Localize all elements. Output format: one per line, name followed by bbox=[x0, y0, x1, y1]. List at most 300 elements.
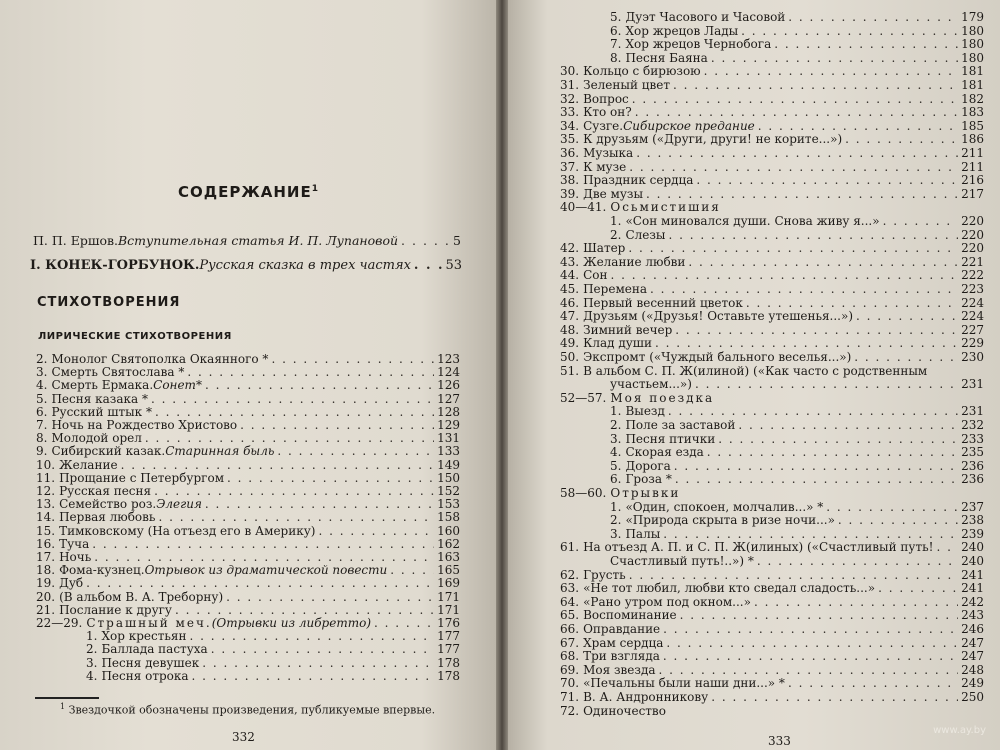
entry-title: Друзьям («Друзья! Оставьте утешенья...») bbox=[583, 309, 854, 324]
toc-entry-intro[interactable] bbox=[33, 234, 461, 248]
entry-text-italic: Русская сказка в трех частях bbox=[199, 258, 411, 273]
toc-entry[interactable] bbox=[36, 484, 460, 498]
toc-entry[interactable] bbox=[560, 78, 984, 92]
dot-leader bbox=[632, 92, 958, 106]
entry-number: 32. bbox=[560, 91, 580, 106]
page-folio-right: 333 bbox=[768, 734, 791, 748]
entry-number: 2. bbox=[610, 418, 622, 432]
entry-title: Три взгляда bbox=[583, 649, 660, 664]
entry-title: Баллада пастуха bbox=[101, 642, 208, 657]
entry-number: 40—41. bbox=[560, 200, 607, 215]
toc-entry[interactable] bbox=[610, 513, 984, 527]
page-number: 149 bbox=[437, 457, 460, 472]
dot-leader bbox=[704, 64, 958, 78]
entry-number: 37. bbox=[560, 159, 580, 174]
entry-title: Хор жрецов Чернобога bbox=[625, 37, 772, 52]
entry-title: Воспоминание bbox=[583, 608, 677, 623]
toc-entry[interactable] bbox=[560, 676, 984, 690]
entry-title: «Сон миновался души. Снова живу я...» bbox=[625, 214, 880, 228]
page-number: 222 bbox=[961, 268, 984, 283]
dot-leader bbox=[668, 228, 958, 242]
heading-lyric-poems: ЛИРИЧЕСКИЕ СТИХОТВОРЕНИЯ bbox=[38, 331, 232, 342]
toc-entry[interactable] bbox=[560, 690, 984, 704]
toc-entry[interactable] bbox=[610, 404, 984, 418]
entry-title: Желание любви bbox=[583, 254, 686, 269]
dot-leader bbox=[663, 649, 958, 663]
dot-leader bbox=[738, 418, 958, 432]
entry-number: 3. bbox=[86, 655, 98, 670]
page-number: 162 bbox=[437, 536, 460, 551]
entry-number: 34. bbox=[560, 118, 580, 133]
page-number: 231 bbox=[961, 377, 984, 392]
dot-leader bbox=[154, 484, 434, 498]
entry-title: Сон bbox=[583, 268, 608, 283]
entry-number: 1. bbox=[610, 404, 622, 419]
dot-leader bbox=[86, 576, 434, 590]
toc-entry[interactable] bbox=[36, 550, 460, 564]
dot-leader bbox=[374, 616, 434, 630]
toc-entry[interactable] bbox=[36, 405, 460, 419]
entry-number: 42. bbox=[560, 241, 580, 256]
toc-entry[interactable] bbox=[560, 486, 984, 500]
toc-entry[interactable] bbox=[560, 187, 984, 201]
dot-leader bbox=[845, 132, 958, 146]
page-number: 227 bbox=[961, 322, 984, 337]
entry-title: участьем...») bbox=[610, 377, 692, 392]
toc-entry[interactable] bbox=[560, 296, 984, 310]
entry-title-italic: Сибирское предание bbox=[623, 118, 755, 133]
entry-title: Молодой орел bbox=[51, 431, 142, 446]
entry-title: Одиночество bbox=[583, 703, 666, 718]
right-page bbox=[508, 0, 1000, 750]
dot-leader bbox=[883, 214, 959, 228]
dot-leader bbox=[277, 444, 434, 458]
entry-title: «Не тот любил, любви кто сведал сладость...» bbox=[583, 581, 876, 596]
page-number: 169 bbox=[437, 576, 460, 591]
page-number: 211 bbox=[961, 146, 984, 160]
entry-title: «Природа скрыта в ризе ночи...» bbox=[625, 513, 835, 528]
page-number: 223 bbox=[961, 282, 984, 296]
toc-entry[interactable] bbox=[560, 608, 984, 622]
page-number: 237 bbox=[961, 499, 984, 514]
toc-entry[interactable] bbox=[560, 268, 984, 282]
toc-entry[interactable] bbox=[560, 704, 984, 718]
dot-leader bbox=[680, 608, 958, 622]
entry-title: Зимний вечер bbox=[583, 322, 673, 337]
toc-entry[interactable] bbox=[560, 391, 984, 405]
toc-entry[interactable] bbox=[560, 241, 984, 255]
page-number: 183 bbox=[961, 105, 984, 120]
toc-entry[interactable] bbox=[36, 576, 460, 590]
entry-title: Оправдание bbox=[583, 622, 661, 636]
dot-leader bbox=[390, 563, 434, 577]
entry-number: 21. bbox=[36, 602, 56, 617]
dot-leader bbox=[646, 187, 958, 201]
toc-entry[interactable] bbox=[560, 255, 984, 269]
toc-entry[interactable] bbox=[36, 616, 460, 630]
page-number: 180 bbox=[961, 37, 984, 52]
dot-leader bbox=[854, 350, 958, 364]
toc-entry[interactable] bbox=[610, 472, 984, 486]
entry-number: 62. bbox=[560, 567, 580, 582]
toc-entry[interactable] bbox=[610, 377, 984, 391]
toc-entry[interactable] bbox=[560, 364, 984, 378]
entry-title: Две музы bbox=[583, 186, 644, 201]
dot-leader bbox=[151, 392, 434, 406]
entry-title: Слезы bbox=[625, 227, 666, 242]
toc-title-note-mark: 1 bbox=[311, 184, 319, 194]
dot-leader bbox=[240, 418, 434, 432]
entry-title: Русский штык * bbox=[51, 404, 152, 419]
page-number: 171 bbox=[437, 602, 460, 617]
entry-number: 67. bbox=[560, 635, 580, 650]
entry-number: 66. bbox=[560, 622, 580, 636]
page-number: 124 bbox=[437, 365, 460, 380]
entry-title: Хор жрецов Лады bbox=[625, 23, 739, 38]
entry-number: 63. bbox=[560, 581, 580, 596]
toc-entry[interactable] bbox=[36, 471, 460, 485]
page-number: 163 bbox=[437, 550, 460, 564]
toc-entry[interactable] bbox=[36, 444, 460, 458]
page-number: 235 bbox=[961, 445, 984, 460]
toc-entry[interactable] bbox=[560, 323, 984, 337]
toc-entry[interactable] bbox=[610, 432, 984, 446]
entry-number: 1. bbox=[610, 214, 622, 228]
entry-number: 3. bbox=[610, 526, 622, 541]
entry-title: В альбом С. П. Ж(илиной) («Как часто с родственным bbox=[583, 363, 928, 378]
entry-title: Музыка bbox=[583, 146, 634, 160]
dot-leader bbox=[826, 500, 958, 514]
page-number: 126 bbox=[437, 378, 460, 393]
entry-title: (В альбом В. А. Треборну) bbox=[59, 589, 224, 604]
toc-entry[interactable] bbox=[610, 37, 984, 51]
footnote-rule bbox=[35, 697, 99, 699]
footnote-mark: 1 bbox=[60, 702, 66, 711]
entry-number: 48. bbox=[560, 322, 580, 337]
dot-leader bbox=[94, 550, 434, 564]
entry-title: Прощание с Петербургом bbox=[59, 470, 225, 485]
dot-leader bbox=[666, 636, 958, 650]
toc-entry[interactable] bbox=[36, 365, 460, 379]
entry-number: 52—57. bbox=[560, 390, 607, 405]
toc-entry[interactable] bbox=[86, 629, 460, 643]
entry-title: Счастливый путь!..») * bbox=[610, 554, 754, 568]
dot-leader bbox=[629, 160, 958, 174]
entry-title: Сибирский казак. bbox=[51, 444, 166, 459]
dot-leader bbox=[211, 642, 434, 656]
dot-leader bbox=[202, 656, 434, 670]
dot-leader bbox=[711, 51, 958, 65]
entry-title-italic: (Отрывки из либретто) bbox=[211, 616, 371, 630]
toc-entry[interactable] bbox=[36, 524, 460, 538]
entry-number: 65. bbox=[560, 608, 580, 623]
toc-entry[interactable] bbox=[86, 642, 460, 656]
page-number: 53 bbox=[445, 258, 462, 273]
entry-number: 30. bbox=[560, 64, 580, 79]
entry-title: К музе bbox=[583, 159, 627, 174]
toc-entry[interactable] bbox=[560, 64, 984, 78]
toc-entry[interactable] bbox=[560, 92, 984, 106]
entry-number: 4. bbox=[610, 445, 622, 460]
entry-title: Вопрос bbox=[583, 91, 629, 106]
entry-number: 46. bbox=[560, 295, 580, 310]
entry-number: 16. bbox=[36, 536, 56, 551]
toc-entry[interactable] bbox=[610, 500, 984, 514]
page-number: 182 bbox=[961, 91, 984, 106]
toc-entry[interactable] bbox=[36, 563, 460, 577]
toc-entry[interactable] bbox=[610, 24, 984, 38]
dot-leader bbox=[754, 595, 958, 609]
entry-title: Экспромт («Чуждый бального веселья...») bbox=[583, 350, 852, 364]
toc-entry[interactable] bbox=[560, 282, 984, 296]
entry-number: 19. bbox=[36, 576, 56, 591]
entry-number: 4. bbox=[86, 668, 98, 683]
page-number: 241 bbox=[961, 581, 984, 596]
dot-leader bbox=[675, 323, 958, 337]
dot-leader bbox=[158, 510, 434, 524]
dot-leader bbox=[227, 471, 434, 485]
dot-leader bbox=[650, 282, 958, 296]
page-number: 224 bbox=[961, 309, 984, 324]
entry-number: 31. bbox=[560, 78, 580, 92]
page-number: 230 bbox=[961, 350, 984, 364]
page-number: 129 bbox=[437, 418, 460, 432]
toc-entry[interactable] bbox=[560, 350, 984, 364]
page-number: 160 bbox=[437, 523, 460, 538]
dot-leader bbox=[318, 524, 434, 538]
entry-title: Первая любовь bbox=[59, 510, 156, 525]
page-number: 243 bbox=[961, 608, 984, 623]
toc-entry[interactable] bbox=[560, 309, 984, 323]
entry-title: Фома-кузнец. bbox=[59, 563, 145, 578]
heading-poems: СТИХОТВОРЕНИЯ bbox=[37, 295, 181, 310]
page-number: 220 bbox=[961, 241, 984, 256]
toc-entry[interactable] bbox=[610, 214, 984, 228]
entry-number: 6. bbox=[36, 404, 48, 419]
toc-entry[interactable] bbox=[610, 418, 984, 432]
page-number: 249 bbox=[961, 676, 984, 691]
entry-number: 61. bbox=[560, 540, 580, 555]
toc-entry[interactable] bbox=[610, 554, 984, 568]
entry-title: Праздник сердца bbox=[583, 173, 694, 188]
entry-title: Осьмистишия bbox=[610, 200, 721, 215]
entry-title: «Рано утром под окном...» bbox=[583, 594, 751, 609]
toc-entry[interactable] bbox=[36, 418, 460, 432]
entry-title: Дуб bbox=[59, 576, 84, 591]
dot-leader bbox=[636, 146, 958, 160]
page-number: 171 bbox=[437, 589, 460, 604]
page-number: 165 bbox=[437, 563, 460, 578]
toc-entry[interactable] bbox=[560, 568, 984, 582]
dot-leader bbox=[757, 554, 958, 568]
toc-entry[interactable] bbox=[560, 636, 984, 650]
entry-title: Семейство роз. bbox=[59, 497, 157, 512]
footnote bbox=[60, 702, 435, 717]
dot-leader bbox=[741, 24, 958, 38]
dot-leader bbox=[628, 241, 958, 255]
entry-title: На отъезд А. П. и С. П. Ж(илиных) («Счастливый путь! bbox=[583, 540, 934, 555]
page-number: 240 bbox=[961, 554, 984, 568]
dot-leader bbox=[673, 78, 958, 92]
page-number: 123 bbox=[437, 352, 460, 366]
entry-title: Русская песня bbox=[59, 484, 152, 498]
page-number: 178 bbox=[437, 668, 460, 683]
toc-entry[interactable] bbox=[36, 537, 460, 551]
entry-title: К друзьям («Други, други! не корите...») bbox=[583, 132, 843, 147]
entry-number: 2. bbox=[610, 513, 622, 528]
entry-title: «Печальны были наши дни...» * bbox=[583, 676, 785, 691]
toc-entry[interactable] bbox=[610, 51, 984, 65]
page-number: 239 bbox=[961, 526, 984, 541]
entry-title: Смерть Святослава * bbox=[51, 365, 185, 380]
dot-leader bbox=[663, 527, 958, 541]
page-number: 242 bbox=[961, 594, 984, 609]
entry-title-italic: Элегия bbox=[156, 497, 202, 512]
entry-number: 7. bbox=[610, 37, 622, 52]
entry-number: 69. bbox=[560, 662, 580, 677]
page-number: 240 bbox=[961, 540, 984, 555]
toc-entry[interactable] bbox=[610, 10, 984, 24]
entry-number: 47. bbox=[560, 309, 580, 324]
entry-title: Дуэт Часового и Часовой bbox=[625, 10, 786, 24]
entry-number: 2. bbox=[86, 642, 98, 657]
entry-title: Перемена bbox=[583, 282, 648, 296]
toc-entry[interactable] bbox=[560, 581, 984, 595]
toc-entry[interactable] bbox=[560, 622, 984, 636]
toc-entry[interactable] bbox=[86, 656, 460, 670]
toc-entry[interactable] bbox=[560, 119, 984, 133]
entry-title: Туча bbox=[59, 536, 90, 551]
page-number: 229 bbox=[961, 336, 984, 351]
toc-entry[interactable] bbox=[610, 228, 984, 242]
dot-leader bbox=[707, 445, 958, 459]
entry-number: 17. bbox=[36, 550, 56, 564]
toc-entry[interactable] bbox=[610, 445, 984, 459]
entry-number: 8. bbox=[36, 431, 48, 446]
page-number: 180 bbox=[961, 23, 984, 38]
entry-title: Желание bbox=[59, 457, 118, 472]
toc-entry[interactable] bbox=[36, 458, 460, 472]
footnote-text: Звездочкой обозначены произведения, публикуемые впервые. bbox=[68, 703, 436, 717]
dot-leader bbox=[192, 669, 435, 683]
page-number: 133 bbox=[437, 444, 460, 459]
toc-entry[interactable] bbox=[560, 105, 984, 119]
entry-title-italic: Отрывок из драматической повести bbox=[144, 563, 388, 578]
entry-title: Храм сердца bbox=[583, 635, 664, 650]
toc-entry[interactable] bbox=[560, 173, 984, 187]
page-number: 177 bbox=[437, 642, 460, 657]
dot-leader bbox=[414, 259, 443, 273]
dot-leader bbox=[401, 234, 450, 248]
entry-title: Ночь bbox=[59, 550, 92, 564]
entry-number: 6. bbox=[610, 23, 622, 38]
toc-entry[interactable] bbox=[36, 378, 460, 392]
entry-title: Хор крестьян bbox=[101, 629, 187, 644]
entry-number: 68. bbox=[560, 649, 580, 664]
page-number: 246 bbox=[961, 622, 984, 636]
dot-leader bbox=[746, 296, 958, 310]
entry-number: 12. bbox=[36, 484, 56, 498]
page-number: 220 bbox=[961, 214, 984, 228]
entry-number: 51. bbox=[560, 363, 580, 378]
page-number: 231 bbox=[961, 404, 984, 419]
entry-title: Скорая езда bbox=[625, 445, 704, 460]
entry-title-italic: Старинная быль bbox=[165, 444, 275, 459]
dot-leader bbox=[695, 377, 958, 391]
page-number: 238 bbox=[961, 513, 984, 528]
toc-entry[interactable] bbox=[560, 663, 984, 677]
watermark: www.ay.by bbox=[933, 725, 986, 736]
page-number: 128 bbox=[437, 404, 460, 419]
entry-number: 4. bbox=[36, 378, 48, 393]
page-number: 217 bbox=[961, 186, 984, 201]
toc-entry[interactable] bbox=[86, 669, 460, 683]
entry-title: Гроза * bbox=[625, 472, 672, 487]
entry-title: Песня Баяна bbox=[625, 50, 708, 65]
toc-entry[interactable] bbox=[560, 160, 984, 174]
entry-number: 70. bbox=[560, 676, 580, 691]
toc-entry[interactable] bbox=[560, 146, 984, 160]
entry-title: Кольцо с бирюзою bbox=[583, 64, 701, 79]
entry-number: 6. bbox=[610, 472, 622, 487]
entry-title-italic: Сонет bbox=[153, 378, 196, 393]
entry-title: В. А. Андронникову bbox=[583, 690, 709, 704]
toc-entry[interactable] bbox=[36, 392, 460, 406]
book-gutter bbox=[496, 0, 508, 750]
page-number: 177 bbox=[437, 629, 460, 644]
entry-number: 1. bbox=[86, 629, 98, 644]
page-number: 5 bbox=[453, 233, 461, 248]
dot-leader bbox=[696, 173, 958, 187]
dot-leader bbox=[774, 37, 958, 51]
entry-text: I. КОНЕК-ГОРБУНОК. bbox=[30, 258, 200, 273]
toc-entry[interactable] bbox=[36, 603, 460, 617]
toc-entry[interactable] bbox=[36, 590, 460, 604]
entry-title: Смерть Ермака. bbox=[51, 378, 154, 393]
toc-entry[interactable] bbox=[560, 132, 984, 146]
toc-entry[interactable] bbox=[36, 510, 460, 524]
toc-entry[interactable] bbox=[560, 336, 984, 350]
entry-title: Песня девушек bbox=[101, 655, 200, 670]
page-number: 220 bbox=[961, 227, 984, 242]
dot-leader bbox=[711, 690, 958, 704]
entry-number: 72. bbox=[560, 703, 580, 718]
toc-entry-part1[interactable] bbox=[30, 259, 462, 273]
toc-entry[interactable] bbox=[36, 431, 460, 445]
entry-number: 36. bbox=[560, 146, 580, 160]
dot-leader bbox=[271, 352, 434, 366]
page-number: 236 bbox=[961, 472, 984, 487]
page-number: 186 bbox=[961, 132, 984, 147]
toc-entry[interactable] bbox=[560, 540, 984, 554]
toc-entry[interactable] bbox=[610, 527, 984, 541]
entry-number: 45. bbox=[560, 282, 580, 296]
toc-entry[interactable] bbox=[560, 649, 984, 663]
entry-number: 33. bbox=[560, 105, 580, 120]
dot-leader bbox=[856, 309, 958, 323]
entry-number: 2. bbox=[36, 352, 48, 366]
page-number: 152 bbox=[437, 484, 460, 498]
toc-entry[interactable] bbox=[560, 200, 984, 214]
entry-number: 5. bbox=[610, 458, 622, 473]
page-folio-left: 332 bbox=[232, 730, 255, 744]
entry-title: Моя звезда bbox=[583, 662, 656, 677]
toc-entry[interactable] bbox=[36, 352, 460, 366]
toc-entry[interactable] bbox=[610, 459, 984, 473]
toc-entry[interactable] bbox=[560, 595, 984, 609]
dot-leader bbox=[663, 622, 958, 636]
toc-entry[interactable] bbox=[36, 497, 460, 511]
